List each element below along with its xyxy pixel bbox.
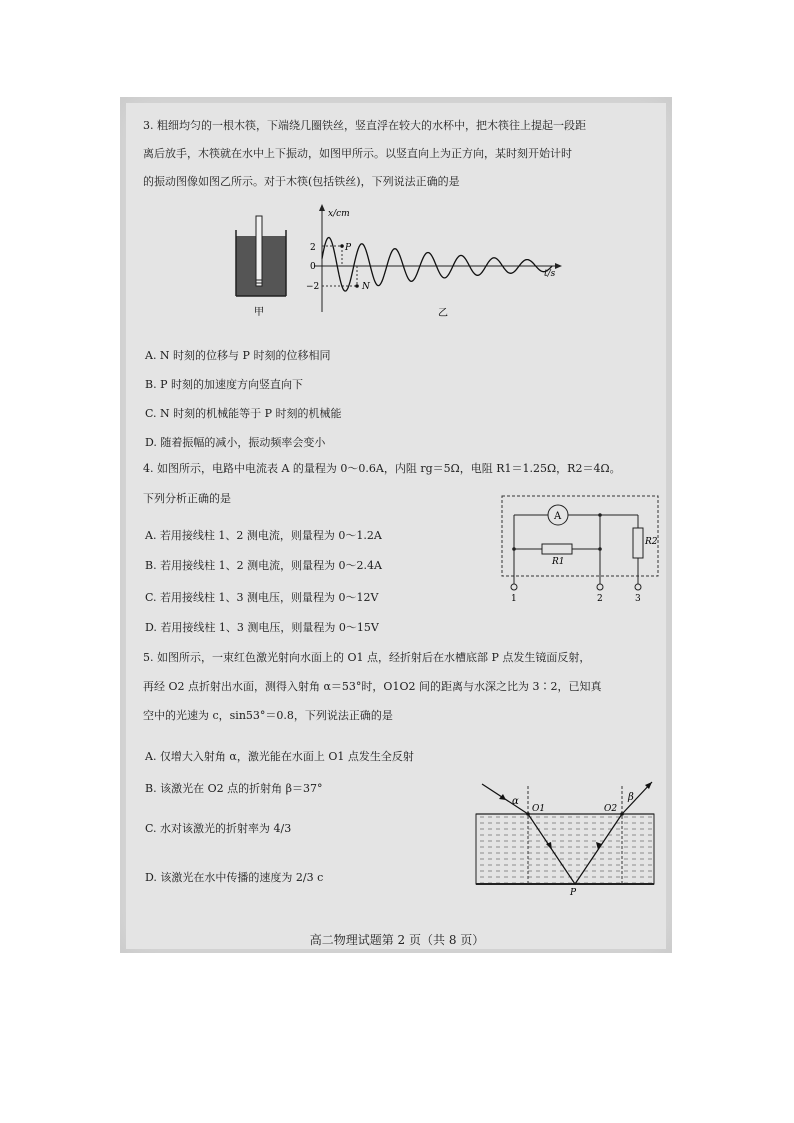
q3-figure-beaker <box>228 210 298 320</box>
chopstick <box>256 216 262 286</box>
y-axis-label: x/cm <box>328 209 350 219</box>
q3-stem-line2: 离后放手，木筷就在水中上下振动，如图甲所示。以竖直向上为正方向，某时刻开始计时 <box>143 147 572 160</box>
terminal-1-label: 1 <box>511 594 517 602</box>
page-footer: 高二物理试题第 2 页（共 8 页） <box>309 933 485 947</box>
q3-option-a: A. N 时刻的位移与 P 时刻的位移相同 <box>145 349 331 362</box>
tick-zero: 0 <box>310 262 316 272</box>
terminal-3-label: 3 <box>635 594 641 602</box>
terminal-2-label: 2 <box>597 594 603 602</box>
q3-option-d: D. 随着振幅的减小，振动频率会变小 <box>145 436 326 449</box>
q3-figure-graph <box>300 200 570 320</box>
resistor-r2 <box>633 528 643 558</box>
tick-neg: −2 <box>306 282 320 292</box>
q5-option-d: D. 该激光在水中传播的速度为 2/3 c <box>145 871 324 884</box>
r2-label: R2 <box>645 537 658 547</box>
tick-pos: 2 <box>310 243 316 253</box>
x-axis-label: t/s <box>544 269 556 279</box>
p-label: P <box>570 888 577 896</box>
terminal-1 <box>511 584 517 590</box>
q5-water-tank-figure <box>472 778 662 896</box>
water-body <box>476 814 654 884</box>
q5-option-b: B. 该激光在 O2 点的折射角 β＝37° <box>145 782 323 795</box>
q3-option-b: B. P 时刻的加速度方向竖直向下 <box>145 378 303 391</box>
q3-stem-line1: 3. 粗细均匀的一根木筷，下端绕几圈铁丝，竖直浮在较大的水杯中，把木筷往上提起一段距 <box>143 119 586 132</box>
r1-label: R1 <box>552 557 565 567</box>
q5-option-a: A. 仅增大入射角 α，激光能在水面上 O1 点发生全反射 <box>145 750 414 763</box>
ammeter-label: A <box>554 511 562 522</box>
fig-label-jia: 甲 <box>254 307 264 318</box>
q5-stem-line2: 再经 O2 点折射出水面，测得入射角 α＝53°时，O1O2 间的距离与水深之比为 3∶2，已知真 <box>143 680 602 693</box>
q4-stem-line2: 下列分析正确的是 <box>143 492 231 505</box>
q4-option-b: B. 若用接线柱 1、2 测电流，则量程为 0～2.4A <box>145 559 382 572</box>
q4-circuit-diagram <box>500 492 665 602</box>
point-p-label: P <box>345 243 352 253</box>
q5-stem-line1: 5. 如图所示，一束红色激光射向水面上的 O1 点，经折射后在水槽底部 P 点发生镜面反射， <box>143 651 591 664</box>
point-n-label: N <box>362 282 370 292</box>
o2-label: O2 <box>604 804 618 814</box>
fig-label-yi: 乙 <box>438 308 448 319</box>
q4-option-d: D. 若用接线柱 1、3 测电压，则量程为 0～15V <box>145 621 379 634</box>
q5-stem-line3: 空中的光速为 c，sin53°＝0.8，下列说法正确的是 <box>143 709 393 722</box>
q3-option-c: C. N 时刻的机械能等于 P 时刻的机械能 <box>145 407 342 420</box>
resistor-r1 <box>542 544 572 554</box>
terminal-2 <box>597 584 603 590</box>
q5-option-c: C. 水对该激光的折射率为 4/3 <box>145 822 292 835</box>
q4-option-a: A. 若用接线柱 1、2 测电流，则量程为 0～1.2A <box>145 529 382 542</box>
terminal-3 <box>635 584 641 590</box>
q4-stem-line1: 4. 如图所示，电路中电流表 A 的量程为 0～0.6A，内阻 rg＝5Ω，电阻 R1＝1.25Ω，R2＝4Ω。 <box>143 462 621 475</box>
alpha-label: α <box>512 796 519 807</box>
q3-stem-line3: 的振动图像如图乙所示。对于木筷(包括铁丝)，下列说法正确的是 <box>143 175 460 188</box>
o1-label: O1 <box>532 804 546 814</box>
q4-option-c: C. 若用接线柱 1、3 测电压，则量程为 0～12V <box>145 591 379 604</box>
beta-label: β <box>628 792 634 803</box>
